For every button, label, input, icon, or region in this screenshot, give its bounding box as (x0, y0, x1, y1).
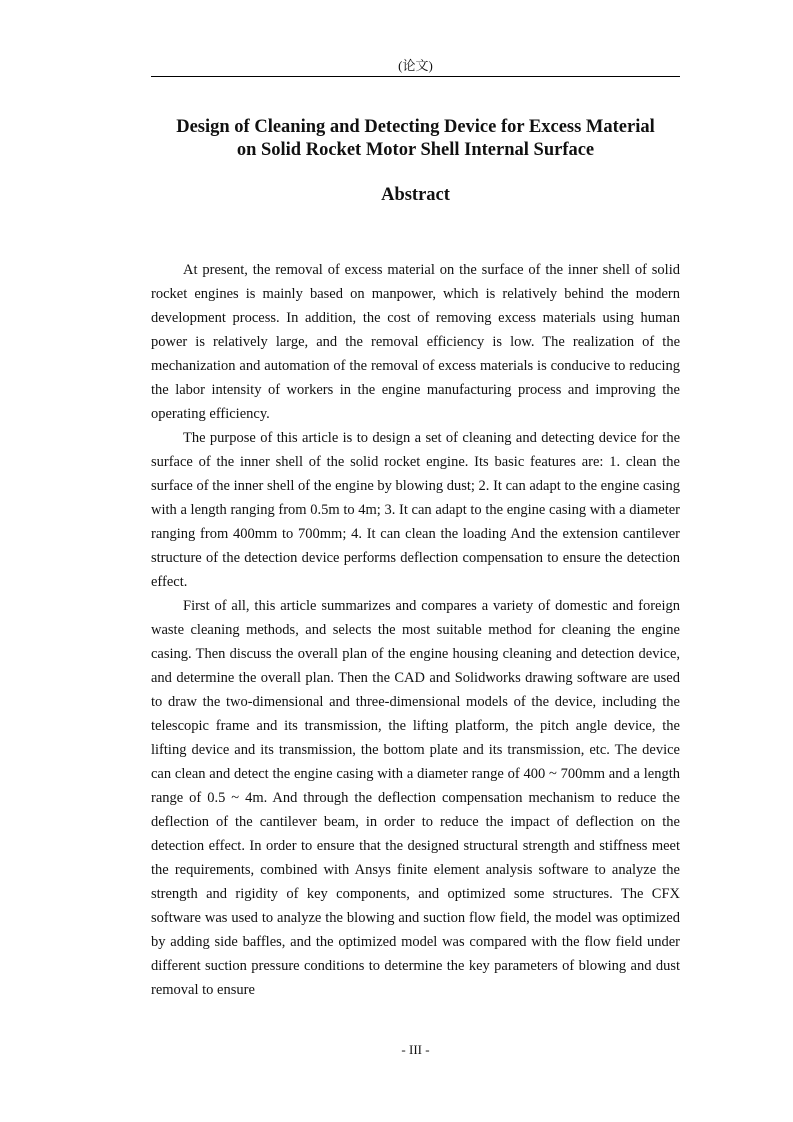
abstract-paragraph-2: The purpose of this article is to design a set of cleaning and detecting device for the surface of the inner shell of the solid rocket engine. Its basic features are: 1. clean the surface of the inner shell of the engine by blowing dust; 2. It can adapt to the engine casing with a length ranging from 0.5m to 4m; 3. It can adapt to the engine casing with a diameter ranging from 400mm to 700mm; 4. It can clean the loading And the extension cantilever structure of the detection device performs deflection compensation to ensure the detection effect. (151, 430, 680, 590)
paper-title (130, 116, 701, 162)
abstract-paragraph-1: At present, the removal of excess material on the surface of the inner shell of solid rocket engines is mainly based on manpower, which is relatively behind the modern development process. In addition, the cost of removing excess materials using human power is relatively large, and the removal efficiency is low. The realization of the mechanization and automation of the removal of excess materials is conducive to reducing the labor intensity of workers in the engine manufacturing process and improving the operating efficiency. (151, 262, 680, 422)
paper-title-line-1: Design of Cleaning and Detecting Device for Excess Material (176, 117, 655, 137)
running-header: (论文) (398, 58, 433, 73)
abstract-body (151, 258, 680, 1002)
abstract-heading: Abstract (381, 185, 450, 205)
header-rule (151, 76, 680, 77)
page-number: - III - (401, 1042, 430, 1057)
abstract-paragraph-3: First of all, this article summarizes and compares a variety of domestic and foreign waste cleaning methods, and selects the most suitable method for cleaning the engine casing. Then discuss the overall plan of the engine housing cleaning and detection device, and determine the overall plan. Then the CAD and Solidworks drawing software are used to draw the two-dimensional and three-dimensional models of the device, including the telescopic frame and its transmission, the lifting platform, the pitch angle device, the lifting device and its transmission, the bottom plate and its transmission, etc. The device can clean and detect the engine casing with a diameter range of 400 ~ 700mm and a length range of 0.5 ~ 4m. And through the deflection compensation mechanism to reduce the deflection of the cantilever beam, in order to reduce the impact of deflection on the detection effect. In order to ensure that the designed structural strength and stiffness meet the requirements, combined with Ansys finite element analysis software to analyze the strength and rigidity of key components, and optimized some structures. The CFX software was used to analyze the blowing and suction flow field, the model was optimized by adding side baffles, and the optimized model was compared with the flow field under different suction pressure conditions to determine the key parameters of blowing and dust removal to ensure (151, 598, 680, 998)
paper-title-line-2: on Solid Rocket Motor Shell Internal Surface (236, 140, 595, 160)
